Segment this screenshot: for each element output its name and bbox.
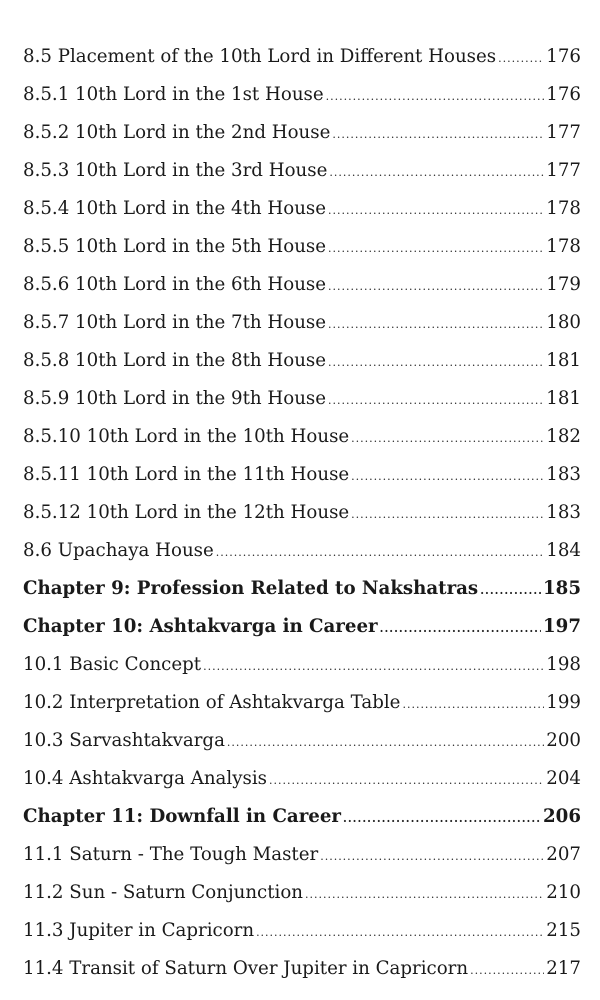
- toc-entry: [23, 304, 581, 342]
- toc-entry-title: 10.4 Ashtakvarga Analysis: [23, 768, 267, 789]
- dot-leader: [329, 154, 544, 192]
- dot-leader: [227, 724, 544, 762]
- toc-entry: [23, 836, 581, 874]
- toc-entry: [23, 494, 581, 532]
- toc-entry-page: 177: [546, 122, 581, 143]
- toc-entry: [23, 266, 581, 304]
- dot-leader: [305, 876, 544, 914]
- toc-entry: [23, 342, 581, 380]
- toc-entry-title: 8.5.4 10th Lord in the 4th House: [23, 198, 327, 219]
- toc-entry: [23, 456, 581, 494]
- toc-entry-page: 179: [546, 274, 581, 295]
- toc-entry-page: 181: [546, 388, 581, 409]
- toc-entry-page: 183: [546, 464, 581, 485]
- toc-chapter-title: Chapter 11: Downfall in Career: [23, 806, 342, 827]
- toc-entry: [23, 912, 581, 950]
- dot-leader: [343, 800, 541, 838]
- toc-entry-title: 8.5.7 10th Lord in the 7th House: [23, 312, 327, 333]
- toc-entry-page: 182: [546, 426, 581, 447]
- dot-leader: [203, 648, 544, 686]
- toc-entry: [23, 646, 581, 684]
- toc-entry-page: 176: [546, 46, 581, 67]
- dot-leader: [328, 230, 544, 268]
- dot-leader: [328, 268, 544, 306]
- dot-leader: [470, 952, 544, 990]
- dot-leader: [328, 382, 544, 420]
- toc-entry-page: 198: [546, 654, 581, 675]
- dot-leader: [480, 572, 541, 610]
- toc-entry-title: 8.5.8 10th Lord in the 8th House: [23, 350, 327, 371]
- dot-leader: [328, 344, 544, 382]
- toc-entry-page: 177: [546, 160, 581, 181]
- toc-entry-title: 8.5.5 10th Lord in the 5th House: [23, 236, 327, 257]
- toc-entry-title: 8.5.3 10th Lord in the 3rd House: [23, 160, 328, 181]
- dot-leader: [326, 78, 545, 116]
- toc-entry: [23, 874, 581, 912]
- toc-entry-title: 10.1 Basic Concept: [23, 654, 202, 675]
- dot-leader: [320, 838, 544, 876]
- dot-leader: [328, 306, 544, 344]
- dot-leader: [380, 610, 541, 648]
- dot-leader: [498, 40, 544, 78]
- dot-leader: [351, 496, 544, 534]
- dot-leader: [402, 686, 544, 724]
- toc-entry-title: 8.5.12 10th Lord in the 12th House: [23, 502, 350, 523]
- toc-entry-title: 11.4 Transit of Saturn Over Jupiter in Capricorn: [23, 958, 469, 979]
- toc-entry-title: 10.3 Sarvashtakvarga: [23, 730, 225, 751]
- toc-entry-title: 8.5.2 10th Lord in the 2nd House: [23, 122, 331, 143]
- toc-entry: [23, 950, 581, 988]
- toc-entry-page: 178: [546, 198, 581, 219]
- toc-entry-title: 10.2 Interpretation of Ashtakvarga Table: [23, 692, 401, 713]
- toc-entry: [23, 76, 581, 114]
- dot-leader: [328, 192, 544, 230]
- toc-entry-page: 215: [546, 920, 581, 941]
- toc-entry-page: 181: [546, 350, 581, 371]
- toc-entry: [23, 532, 581, 570]
- toc-entry-title: 8.5 Placement of the 10th Lord in Different Houses: [23, 46, 497, 67]
- toc-entry-title: 8.6 Upachaya House: [23, 540, 214, 561]
- toc-entry-page: 204: [546, 768, 581, 789]
- toc-entry-page: 200: [546, 730, 581, 751]
- toc-entry-title: 8.5.1 10th Lord in the 1st House: [23, 84, 324, 105]
- toc-entry-title: 11.2 Sun - Saturn Conjunction: [23, 882, 304, 903]
- toc-entry-page: 206: [543, 806, 581, 827]
- toc-entry-title: 8.5.10 10th Lord in the 10th House: [23, 426, 350, 447]
- toc-chapter-entry: [23, 570, 581, 608]
- dot-leader: [269, 762, 544, 800]
- dot-leader: [351, 420, 544, 458]
- toc-entry-title: 11.1 Saturn - The Tough Master: [23, 844, 319, 865]
- toc-entry-page: 183: [546, 502, 581, 523]
- toc-entry-page: 199: [546, 692, 581, 713]
- toc-entry-page: 176: [546, 84, 581, 105]
- toc-entry-title: 8.5.9 10th Lord in the 9th House: [23, 388, 327, 409]
- toc-entry: [23, 760, 581, 798]
- toc-entry: [23, 190, 581, 228]
- toc-entry: [23, 380, 581, 418]
- toc-entry-page: 217: [546, 958, 581, 979]
- toc-entry: [23, 152, 581, 190]
- dot-leader: [256, 914, 544, 952]
- toc-chapter-title: Chapter 9: Profession Related to Nakshatras: [23, 578, 479, 599]
- toc-entry-title: 8.5.11 10th Lord in the 11th House: [23, 464, 350, 485]
- toc-entry-page: 185: [543, 578, 581, 599]
- toc-entry: [23, 684, 581, 722]
- toc-entry-page: 184: [546, 540, 581, 561]
- dot-leader: [332, 116, 544, 154]
- toc-chapter-entry: [23, 608, 581, 646]
- toc-entry: [23, 114, 581, 152]
- toc-entry-page: 210: [546, 882, 581, 903]
- toc-entry: [23, 418, 581, 456]
- toc-entry-title: 11.3 Jupiter in Capricorn: [23, 920, 255, 941]
- dot-leader: [351, 458, 544, 496]
- toc-chapter-entry: [23, 798, 581, 836]
- toc-entry: [23, 228, 581, 266]
- toc-entry-page: 178: [546, 236, 581, 257]
- toc-entry-title: 8.5.6 10th Lord in the 6th House: [23, 274, 327, 295]
- toc-entry-page: 207: [546, 844, 581, 865]
- toc-chapter-title: Chapter 10: Ashtakvarga in Career: [23, 616, 378, 637]
- toc-entry-page: 197: [543, 616, 581, 637]
- toc-entry: [23, 722, 581, 760]
- dot-leader: [216, 534, 544, 572]
- table-of-contents: [23, 38, 581, 988]
- toc-entry-page: 180: [546, 312, 581, 333]
- toc-entry: [23, 38, 581, 76]
